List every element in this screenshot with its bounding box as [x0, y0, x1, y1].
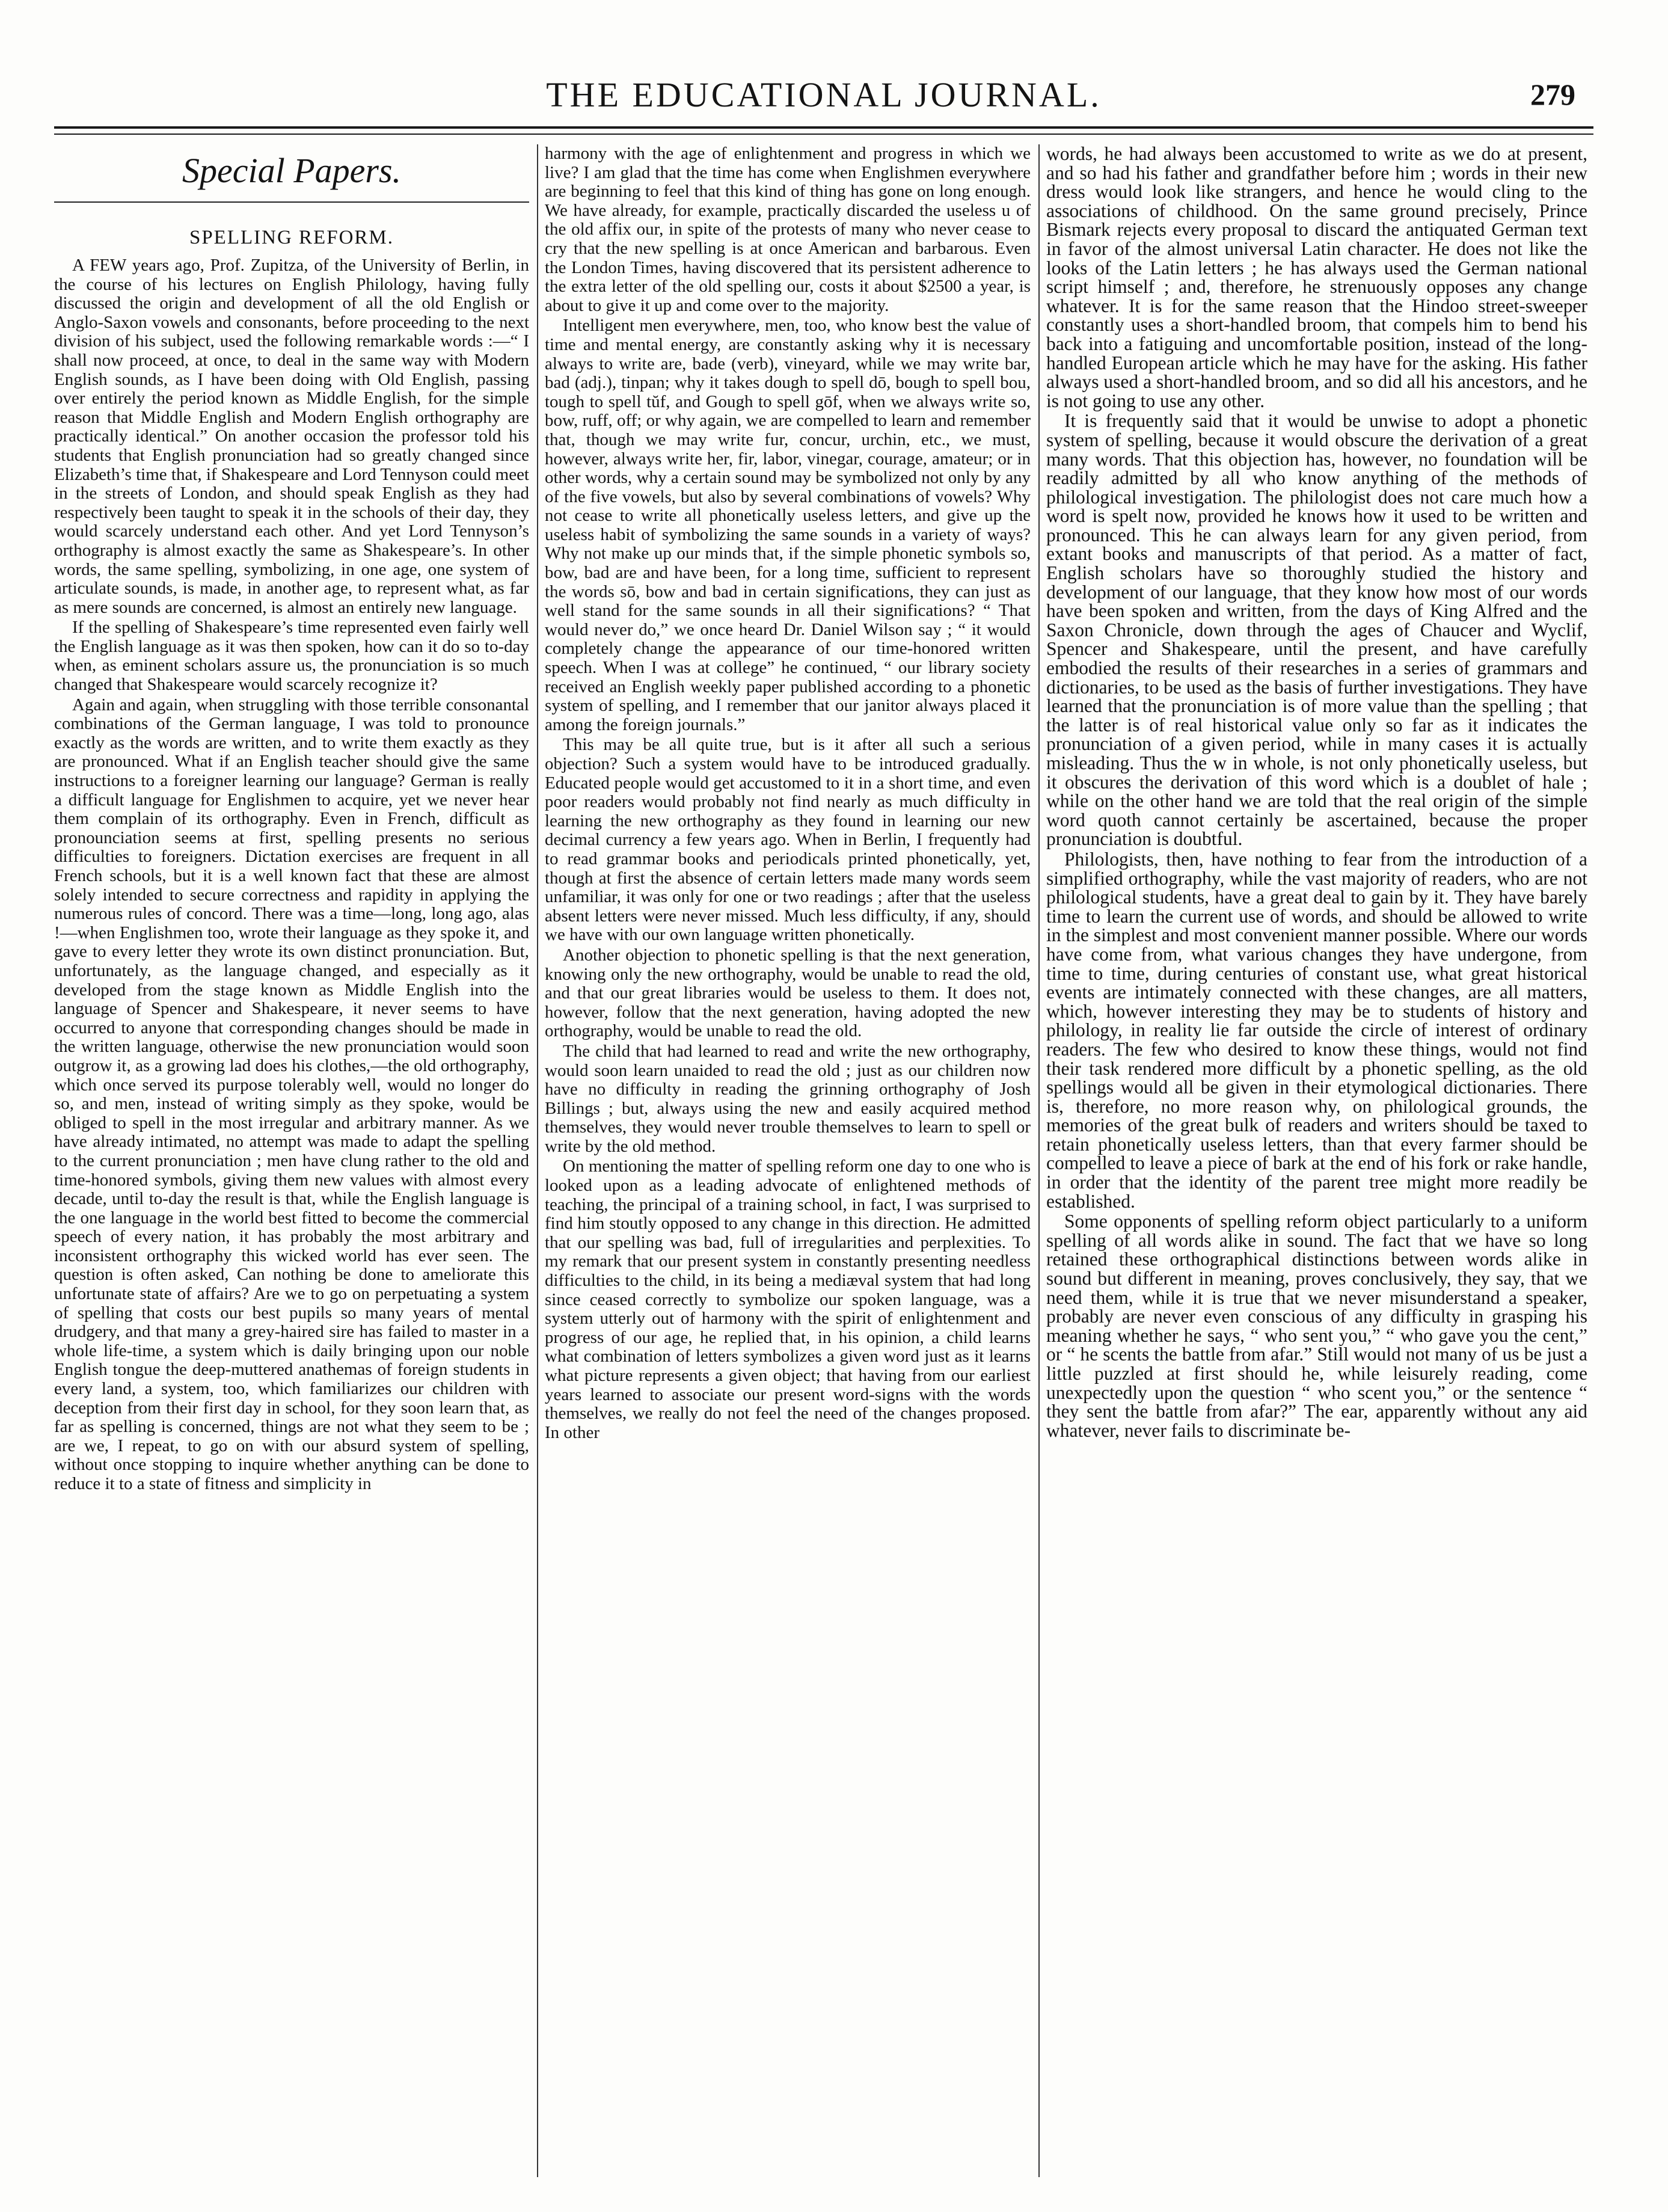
paragraph: It is frequently said that it would be unwise to adopt a phonetic system of spelling, because it would obscure the derivation of a great many words. That this objection has, however, no foundation will be readily admitted by all who know anything of the methods of philological investigation. The philologist does not care much how a word is spelt now, provided he knows how it used to be written and pronounced. This he can always learn for any given period, from extant books and manuscripts of that period. As a matter of fact, English scholars have so thoroughly studied the history and development of our language, that they know how most of our words have been spoken and written, from the days of King Alfred and the Saxon Chronicle, down through the ages of Chaucer and Wyclif, Spencer and Shakespeare, until the present, and have carefully embodied the results of their researches in a series of grammars and dictionaries, to be used as the basis of further investigations. They have learned that the pronunciation is of more value than the spelling ; that the latter is of real historical value only so far as it indicates the pronunciation of a given period, while in many cases it is actually misleading. Thus the w in whole, is not only phonetically useless, but it obscures the derivation of this word which is a doublet of hale ; while on the other hand we are told that the real origin of the simple word quoth cannot certainly be ascertained, because the proper pronunciation is doubtful.	[1046, 410, 1587, 850]
column-right	[1046, 144, 1587, 2177]
header-rule-thin	[54, 134, 1593, 135]
column-left	[54, 144, 529, 2177]
page-header	[54, 71, 1593, 125]
paragraph: words, he had always been accustomed to write as we do at present, and so had his father and grandfather before him ; words in their new dress would look like strangers, and hence he would cling to the associations of childhood. On the same ground precisely, Prince Bismark rejects every proposal to discard the antiquated German text in favor of the almost universal Latin character. He does not like the looks of the Latin letters ; he has always used the German national script himself ; and, therefore, he strenuously opposes any change whatever. It is for the same reason that the Hindoo street-sweeper constantly uses a short-handled broom, that compels him to bend his back into a fatiguing and uncomfortable position, instead of the long-handled European article which he may have for the asking. His father always used a short-handled broom, and so did all his ancestors, and he is not going to use any other.	[1046, 144, 1587, 411]
paragraph: If the spelling of Shakespeare’s time represented even fairly well the English language as it was then spoken, how can it do so to-day when, as eminent scholars assure us, the pronunciation is so much changed that Shakespeare would scarcely recognize it?	[54, 618, 529, 695]
page-number: 279	[1530, 78, 1575, 111]
article-title: SPELLING REFORM.	[189, 227, 394, 248]
header-rule-thick	[54, 126, 1593, 129]
paragraph: A FEW years ago, Prof. Zupitza, of the University of Berlin, in the course of his lectures on English Philology, having fully discussed the origin and development of all the old English or Anglo-Saxon vowels and consonants, before proceeding to the next division of his subject, used the following remarkable words :—“ I shall now proceed, at once, to deal in the same way with Modern English sounds, as I have been doing with Old English, passing over entirely the period known as Middle English, for the simple reason that Middle English and Modern English orthography are practically identical.” On another occasion the professor told his students that English pronunciation had so greatly changed since Elizabeth’s time that, if Shakespeare and Lord Tennyson could meet in the streets of London, and should speak English as they had respectively been taught to speak it in the schools of their day, they would scarcely understand each other. And yet Lord Tennyson’s orthography is almost exactly the same as Shakespeare’s. In other words, the same spelling, symbolizing, in one age, one system of articulate sounds, is made, in another age, to represent what, as far as mere sounds are concerned, is almost an entirely new language.	[54, 256, 529, 617]
journal-title: THE EDUCATIONAL JOURNAL.	[546, 75, 1102, 114]
paragraph: On mentioning the matter of spelling reform one day to one who is looked upon as a leading advocate of enlightened methods of teaching, the principal of a training school, in fact, I was surprised to find him stoutly opposed to any change in this direction. He admitted that our spelling was bad, full of irregularities and perplexities. To my remark that our present system in constantly presenting needless difficulties to the child, in its being a mediæval system that had long since ceased correctly to symbolize our spoken language, was a system utterly out of harmony with the spirit of enlightenment and progress of our age, he replied that, in his opinion, a child learns what combination of letters symbolizes a given word just as it learns what picture represents a given object; that having from our earliest years learned to associate our present word-signs with the words themselves, we really do not feel the need of the changes proposed. In other	[545, 1157, 1031, 1442]
section-title: Special Papers.	[182, 151, 402, 190]
section-rule	[54, 201, 529, 203]
paragraph: harmony with the age of enlightenment and progress in which we live? I am glad that the time has come when Englishmen everywhere are beginning to feel that this kind of thing has gone on long enough. We have already, for example, practically discarded the useless u of the old affix our, in spite of the protests of many who never cease to cry that the new spelling is at once American and barbarous. Even the London Times, having discovered that its persistent adherence to the extra letter of the old spelling our, costs it about $2500 a year, is about to give it up and come over to the majority.	[545, 144, 1031, 315]
paragraph: Philologists, then, have nothing to fear from the introduction of a simplified orthography, while the vast majority of readers, who are not philological students, have a great deal to gain by it. They have barely time to learn the current use of words, and should be allowed to write in the simplest and most convenient manner possible. Where our words have come from, what various changes they have undergone, from time to time, during centuries of constant use, what great historical events are intimately connected with these changes, are all matters, which, however interesting they may be to students of history and philology, in reality lie far outside the circle of interest of ordinary readers. The few who desired to know these things, would not find their task rendered more difficult by a phonetic spelling, as the old spellings would all be given in their etymological dictionaries. There is, therefore, no more reason why, on philological grounds, the memories of the great bulk of readers and writers should be taxed to retain phonetically useless letters, than that every farmer should be compelled to leave a piece of bark at the end of his fork or rake handle, in order that the identity of the parent tree might more readily be established.	[1046, 848, 1587, 1212]
column-divider-left	[537, 144, 538, 2177]
paragraph: Again and again, when struggling with those terrible consonantal combinations of the German language, I was told to pronounce exactly as the words are written, and to write them exactly as they are pronounced. What if an English teacher should give the same instructions to a foreigner learning our language? German is really a difficult language for Englishmen to acquire, yet we never hear them complain of its orthography. Even in French, difficult as pronounciation seems at first, spelling presents no serious difficulties to foreigners. Dictation exercises are frequent in all French schools, but it is a well known fact that these are almost solely intended to secure correctness and rapidity in applying the numerous rules of concord. There was a time—long, long ago, alas !—when Englishmen too, wrote their language as they spoke it, and gave to every letter they wrote its own distinct pronunciation. But, unfortunately, as the language changed, and especially as it developed from the stage known as Middle English into the language of Spencer and Shakespeare, it never seems to have occurred to anyone that corresponding changes should be made in the written language, otherwise the new pronunciation would soon outgrow it, as a growing lad does his clothes,—the old orthography, which once served its purpose tolerably well, would no longer do so, and men, instead of writing simply as they spoke, would be obliged to spell in the most irregular and arbitrary manner. As we have already intimated, no attempt was made to adapt the spelling to the current pronunciation ; men have clung rather to the old and time-honored symbols, giving them new values with almost every decade, until to-day the result is that, while the English language is the one language in the world best fitted to become the commercial speech of every nation, it has probably the most arbitrary and inconsistent orthography this wicked world has ever seen. The question is often asked, Can nothing be done to ameliorate this unfortunate state of affairs? Are we to go on perpetuating a system of spelling that costs our best pupils so many years of mental drudgery, and that many a grey-haired sire has failed to master in a whole life-time, a system which is daily bringing upon our noble English tongue the deep-muttered anathemas of foreign students in every land, a system, too, which familiarizes our children with deception from their first day in school, for they soon learn that, as far as spelling is concerned, things are not what they seem to be ; are we, I repeat, to go on with our absurd system of spelling, without once stopping to inquire whether anything can be done to reduce it to a state of fitness and simplicity in	[54, 695, 529, 1493]
column-divider-right	[1038, 144, 1040, 2177]
column-middle	[545, 144, 1031, 2177]
paragraph: Some opponents of spelling reform object particularly to a uniform spelling of all words alike in sound. The fact that we have so long retained these orthographical distinctions between words alike in sound but different in meaning, proves conclusively, they say, that we need them, while it is true that we never misunderstand a speaker, probably are never even conscious of any difficulty in grasping his meaning whether he says, “ who sent you,” “ who gave you the cent,” or “ he scents the battle from afar.” Still would not many of us be just a little puzzled at first should he, while leisurely reading, come unexpectedly upon the question “ who scent you,” or the sentence “ they sent the battle from afar?” The ear, apparently without any aid whatever, never fails to discriminate be-	[1046, 1211, 1587, 1441]
paragraph: The child that had learned to read and write the new orthography, would soon learn unaided to read the old ; just as our children now have no difficulty in reading the grinning orthography of Josh Billings ; but, always using the new and easily acquired method themselves, they would never trouble themselves to learn to spell or write by the old method.	[545, 1041, 1031, 1156]
paragraph: This may be all quite true, but is it after all such a serious objection? Such a system would have to be introduced gradually. Educated people would get accustomed to it in a short time, and even poor readers would probably not find nearly as much difficulty in learning the new orthography as they found in learning our new decimal currency a few years ago. When in Berlin, I frequently had to read grammar books and periodicals printed phonetically, yet, though at first the absence of certain letters made many words seem unfamiliar, it was only for one or two readings ; after that the useless absent letters were never missed. Much less difficulty, if any, should we have with our own language written phonetically.	[545, 735, 1031, 945]
paragraph: Intelligent men everywhere, men, too, who know best the value of time and mental energy, are constantly asking why it is necessary always to write are, bade (verb), vineyard, while we may write bar, bad (adj.), tinpan; why it takes dough to spell dō, bough to spell bou, tough to spell tŭf, and Gough to spell gōf, when we always write so, bow, ruff, off; or why again, we are compelled to learn and remember that, though we may write fur, concur, urchin, etc., we must, however, always write her, fir, labor, vinegar, courage, amateur; or in other words, why a certain sound may be symbolized not only by any of the five vowels, but also by several combinations of vowels? Why not cease to write all phonetically useless letters, and give up the useless habit of symbolizing the same sounds in a variety of ways? Why not make up our minds that, if the simple phonetic symbols so, bow, bad are and have been, for a long time, sufficient to represent the words sō, bow and bad in certain significations, they can just as well stand for the same sounds in all their significations? “ That would never do,” we once heard Dr. Daniel Wilson say ; “ it would completely change the appearance of our time-honored written speech. When I was at college” he continued, “ our library society received an English weekly paper published according to a phonetic system of spelling, and I remember that our janitor always placed it among the foreign journals.”	[545, 316, 1031, 734]
paragraph: Another objection to phonetic spelling is that the next generation, knowing only the new orthography, would be unable to read the old, and that our great libraries would be useless to them. It does not, however, follow that the next generation, having adopted the new orthography, would be unable to read the old.	[545, 945, 1031, 1041]
